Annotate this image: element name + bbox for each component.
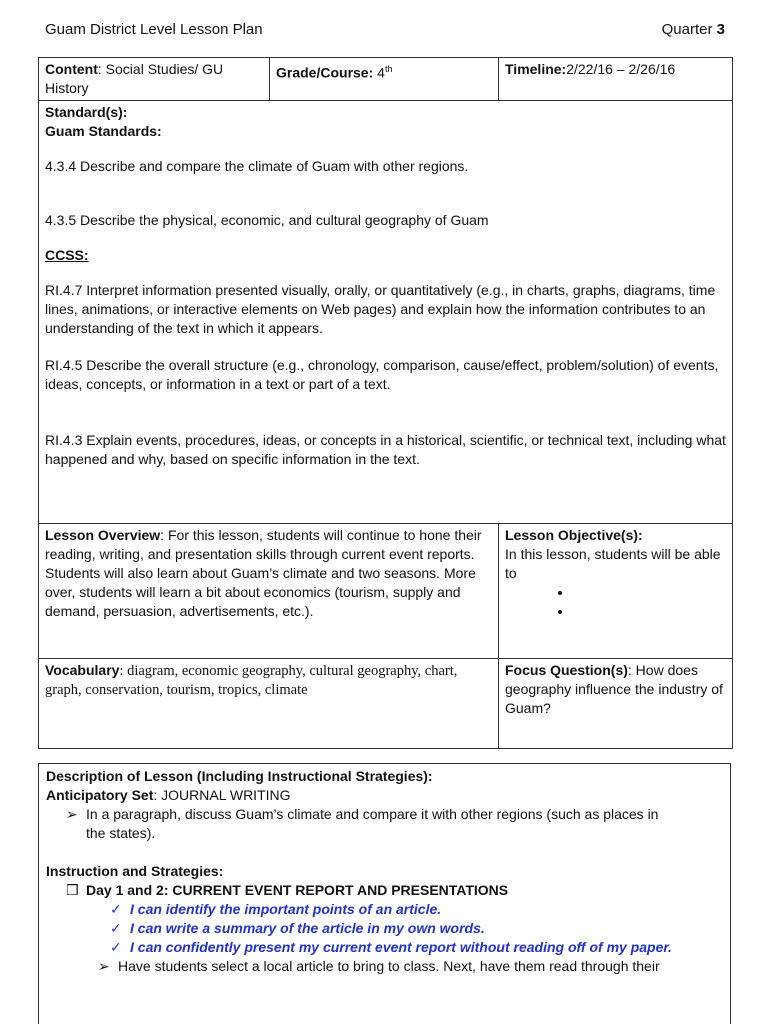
anticipatory-value: : JOURNAL WRITING — [153, 787, 291, 803]
overview-cell — [39, 524, 499, 659]
ccss-standard-ri47: RI.4.7 Interpret information presented visually, orally, or quantitatively (e.g., in charts, graphs, diagrams, time lines, animations, or interactive elements on Web pages) and explain how the information contributes to an understanding of the text in which it appears. — [45, 282, 716, 336]
checkmark-icon: ✓ — [110, 920, 122, 936]
guam-standards-heading: Guam Standards: — [45, 123, 162, 139]
objective-item — [573, 602, 726, 621]
grade-value: 4 — [377, 64, 385, 81]
content-label: Content — [45, 61, 98, 77]
overview-text: : For this lesson, students will continue to hone their reading, writing, and presentation skills through current event reports. Students will also learn about Guam’s climate and two seasons. More over, students will learn a bit about economics (tourism, supply and demand, persuasion, advertisements, etc.). — [45, 527, 482, 619]
quarter-label — [662, 20, 725, 39]
ccss-heading: CCSS: — [45, 247, 89, 263]
can-statement-text: I can identify the important points of an article. — [130, 901, 442, 917]
checkbox-bullet-icon: ❒ — [66, 882, 79, 898]
focus-question-text: : How does geography influence the industry of Guam? — [505, 662, 723, 716]
can-statement — [46, 900, 723, 919]
guam-standard-1: 4.3.4 Describe and compare the climate of Guam with other regions. — [45, 158, 469, 174]
vocabulary-text: : diagram, economic geography, cultural geography, chart, graph, conservation, tourism, tropics, climate — [45, 663, 458, 698]
guam-standard-2: 4.3.5 Describe the physical, economic, and cultural geography of Guam — [45, 212, 489, 228]
day-label: Day 1 and 2: CURRENT EVENT REPORT AND PRESENTATIONS — [86, 882, 509, 898]
objective-item — [573, 583, 726, 602]
instruction-heading: Instruction and Strategies: — [46, 863, 224, 879]
arrow-bullet-icon: ➢ — [98, 958, 110, 974]
standards-heading: Standard(s): — [45, 104, 128, 120]
vocabulary-cell — [39, 659, 499, 749]
grade-sup: th — [384, 64, 393, 74]
objectives-list — [505, 583, 726, 621]
checkmark-icon: ✓ — [110, 939, 122, 955]
grade-label: Grade/Course: — [276, 64, 374, 81]
anticipatory-item — [46, 805, 723, 843]
can-statement — [46, 919, 723, 938]
ccss-standard-ri43: RI.4.3 Explain events, procedures, ideas, or concepts in a historical, scientific, or technical text, including what happened and why, based on specific information in the text. — [45, 432, 726, 467]
quarter-text: Quarter — [661, 21, 713, 38]
vocabulary-label: Vocabulary — [45, 662, 120, 678]
document-title: Guam District Level Lesson Plan — [45, 21, 263, 38]
description-box — [38, 763, 731, 1024]
lesson-plan-table — [38, 57, 733, 749]
ccss-standard-ri45: RI.4.5 Describe the overall structure (e.g., chronology, comparison, cause/effect, problem/solution) of events, ideas, concepts, or information in a text or part of a text. — [45, 357, 719, 392]
focus-question-cell — [499, 659, 733, 749]
can-statement-text: I can write a summary of the article in my own words. — [130, 920, 485, 936]
anticipatory-item-text: In a paragraph, discuss Guam’s climate and compare it with other regions (such as places in the states). — [86, 806, 659, 841]
timeline-label: Timeline: — [505, 61, 567, 77]
checkmark-icon: ✓ — [110, 901, 122, 917]
can-statement-text: I can confidently present my current event report without reading off of my paper. — [130, 939, 672, 955]
last-item — [46, 957, 723, 976]
day-item — [46, 881, 723, 900]
can-statement — [46, 938, 723, 957]
overview-label: Lesson Overview — [45, 527, 161, 543]
objectives-intro: In this lesson, students will be able to — [505, 546, 721, 581]
objectives-label: Lesson Objective(s): — [505, 527, 643, 543]
arrow-bullet-icon: ➢ — [66, 806, 78, 822]
standards-cell — [39, 101, 733, 524]
content-cell — [39, 58, 270, 101]
timeline-cell — [499, 58, 733, 101]
focus-question-label: Focus Question(s) — [505, 662, 628, 678]
content-value: : Social Studies/ GU History — [45, 61, 224, 96]
last-item-text: Have students select a local article to bring to class. Next, have them read through their — [118, 958, 660, 974]
quarter-number: 3 — [716, 21, 725, 38]
objectives-cell — [499, 524, 733, 659]
grade-cell — [270, 58, 499, 101]
timeline-value: 2/22/16 – 2/26/16 — [566, 61, 676, 77]
description-heading: Description of Lesson (Including Instructional Strategies): — [46, 768, 433, 784]
anticipatory-label: Anticipatory Set — [46, 787, 154, 803]
